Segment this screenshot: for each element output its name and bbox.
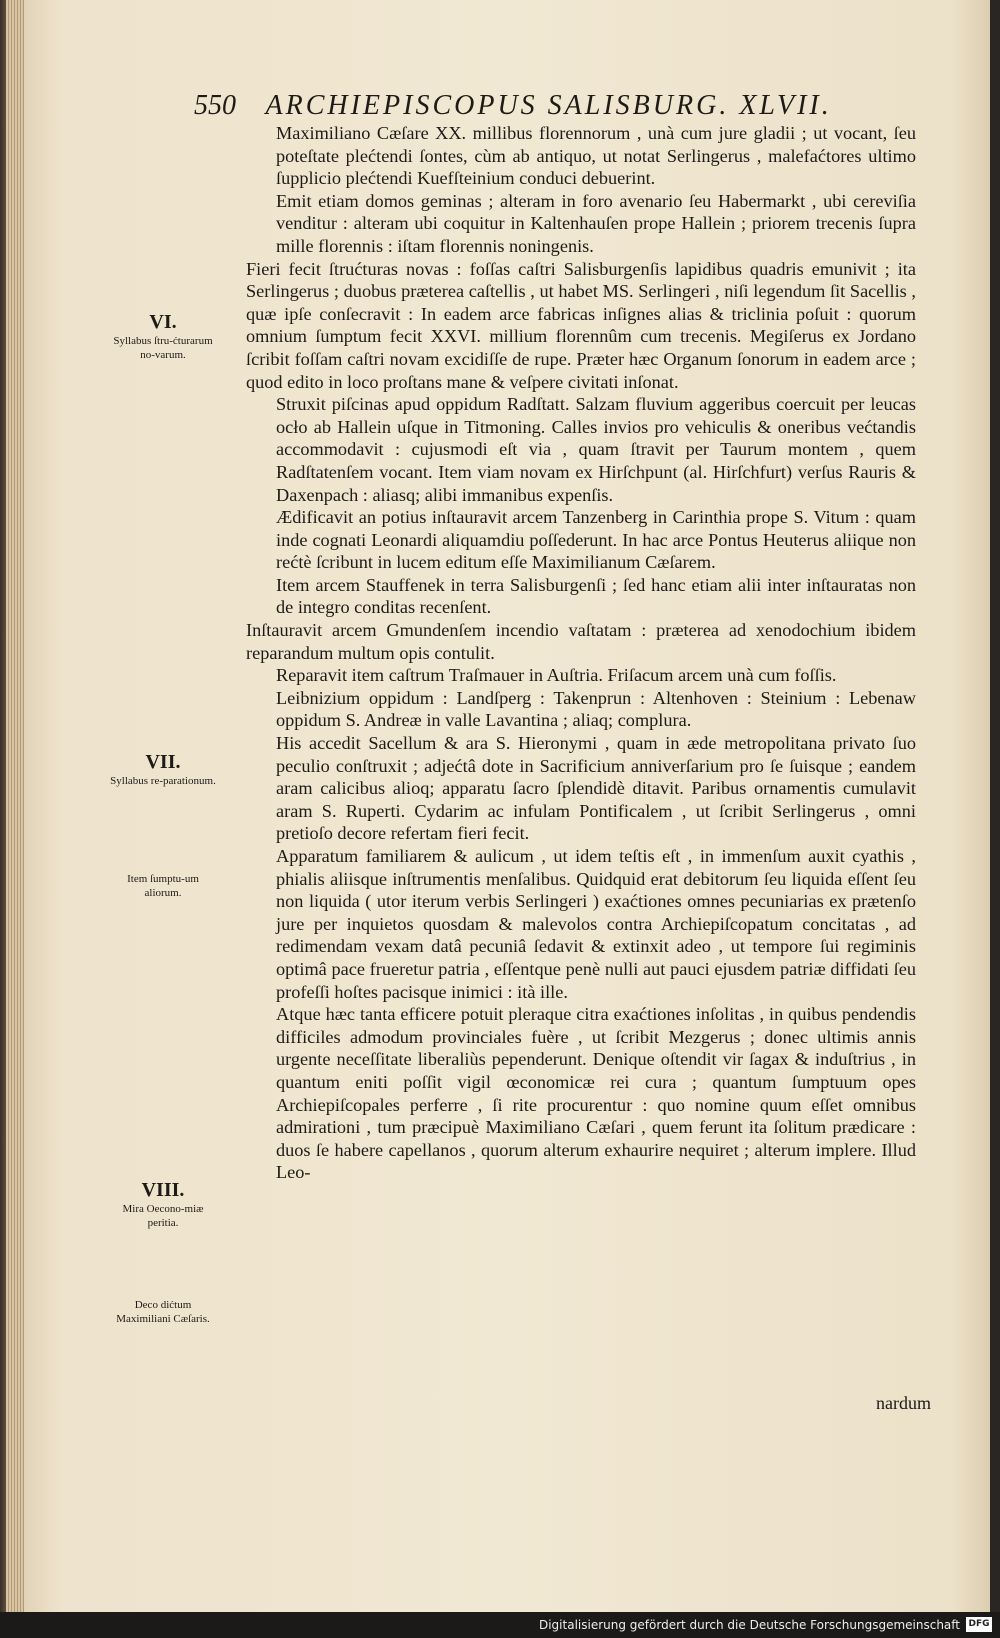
footer-credit: Digitalisierung gefördert durch die Deutsche Forschungsgemeinschaft [538, 1618, 960, 1632]
margin-note-5 [108, 1298, 218, 1326]
margin-note-text: Item ſumptu-um aliorum. [127, 873, 199, 899]
body-text [246, 122, 916, 1184]
margin-note-roman: VII. [145, 751, 181, 773]
dfg-logo: DFG [966, 1617, 992, 1632]
paragraph: Inſtauravit arcem Gmundenſem incendio vaſtatam : præterea ad xenodochium ibidem reparandum multum opis contulit. [246, 620, 916, 663]
margin-note-roman: VI. [149, 311, 177, 333]
book-page [24, 0, 990, 1612]
paragraph: His accedit Sacellum & ara S. Hieronymi , quam in æde metropolitana privato ſuo peculio conſtruxit ; adjećtâ dote in Sacrificium anniverſarium pro ſe ſuisque ; eandem aram calicibus alioq; apparatu ſacro ſplendidè ditavit. Paribus ornamentis cumulavit aram S. Ruperti. Cydarim ac infulam Pontificalem , ut ſcribit Serlingerus , omni pretioſo decore refertam fieri fecit. [276, 733, 916, 844]
margin-note-3 [108, 872, 218, 900]
margin-note-2 [108, 750, 218, 788]
digitization-footer [0, 1612, 1000, 1638]
margin-note-roman: VIII. [141, 1179, 185, 1201]
paragraph: Emit etiam domos geminas ; alteram in foro avenario ſeu Habermarkt , ubi cereviſia venditur : alteram ubi coquitur in Kaltenhauſen prope Hallein ; priorem trecenis ſupra mille florennis : iſtam florennis noningenis. [276, 190, 916, 256]
margin-note-text: Deco dićtum Maximiliani Cæſaris. [116, 1299, 210, 1325]
catchword: nardum [876, 1393, 931, 1413]
margin-note-1 [108, 310, 218, 362]
page-number: 550 [194, 90, 236, 121]
paragraph: Leibnizium oppidum : Landſperg : Takenprun : Altenhoven : Steinium : Lebenaw oppidum S. Andreæ in valle Lavantina ; aliaq; complura. [276, 687, 916, 731]
margin-note-text: Syllabus ſtru-ćturarum no-varum. [113, 335, 213, 361]
paragraph: Reparavit item caſtrum Traſmauer in Auſtria. Friſacum arcem unà cum foſſis. [276, 665, 837, 686]
paragraph: Maximiliano Cæſare XX. millibus florennorum , unà cum jure gladii ; ut vocant, ſeu poteſtate plećtendi ſontes, cùm ab antiquo, ut notat Serlingerus , malefaćtores ultimo ſupplicio plećtendi Kuefſteinium conduci debuerint. [276, 123, 916, 189]
paragraph: Ædificavit an potius inſtauravit arcem Tanzenberg in Carinthia prope S. Vitum : quam inde cognati Leonardi aliquamdiu poſſederunt. In hac arce Pontus Heuterus aliique non rećtè ſcribunt in lucem editum eſſe Maximilianum Cæſarem. [276, 507, 916, 573]
running-header [194, 90, 832, 122]
paragraph: Item arcem Stauffenek in terra Salisburgenſi ; ſed hanc etiam alii inter inſtauratas non de integro conditas recenſent. [276, 574, 916, 618]
margin-note-text: Mira Oecono-miæ peritia. [122, 1203, 204, 1229]
margin-note-text: Syllabus re-parationum. [110, 775, 216, 787]
paragraph: Struxit piſcinas apud oppidum Radſtatt. Salzam fluvium aggeribus coercuit per leucas ocło ab Hallein uſque in Titmoning. Calles invios pro vehiculis & oneribus većtandis accommodavit : cujusmodi eſt via , quam ſtravit per Taurum montem , quem Radſtatenſem vocant. Item viam novam ex Hirſchpunt (al. Hirſchfurt) verſus Rauris & Daxenpach : aliasq; alibi immanibus expenſis. [276, 394, 916, 505]
running-head-title: ARCHIEPISCOPUS SALISBURG. XLVII. [265, 90, 832, 121]
margin-note-4 [108, 1178, 218, 1230]
paragraph: Atque hæc tanta efficere potuit pleraque citra exaćtiones inſolitas , in quibus pendendis difficiles admodum provinciales fuère , ut ſcribit Mezgerus ; donec ultimis annis urgente neceſſitate liberaliùs pependerunt. Denique oſtendit vir ſagax & induſtrius , in quantum eniti poſſit vigil œconomicæ rei cura ; quantum ſumptuum opes Archiepiſcopales perferre , ſi rite procurentur : quo nomine quum eſſet omnibus admirationi , tum præcipuè Maximiliano Cæſari , quem ferunt ita ſolitum prædicare : duos ſe habere capellanos , quorum alterum exhaurire nequiret ; alterum implere. Illud Leo- [276, 1004, 916, 1183]
paragraph: Apparatum familiarem & aulicum , ut idem teſtis eſt , in immenſum auxit cyathis , phialis aliisque inſtrumentis menſalibus. Quidquid erat debitorum ſeu liquida eſſent ſeu non liquida ( utor iterum verbis Serlingeri ) exaćtiones omnes pecuniarias ex prætenſo jure per inquietos quosdam & malevolos contra Archiepiſcopatum concitatas , ad redimendam vexam datâ pecuniâ ſedavit & extinxit adeo , ut tempore ſui regiminis optimâ pace frueretur patria , eſſentque penè nulli aut pauci ejusdem patriæ diffidati ſeu profeſſi hoſtes pacisque inimici : ità ille. [276, 846, 916, 1002]
paragraph: Fieri fecit ſtrućturas novas : foſſas caſtri Salisburgenſis lapidibus quadris emunivit ; ita Serlingerus ; duobus præterea caſtellis , ut habet MS. Serlingeri , niſi legendum ſit Sacellis , quæ ipſe conſecravit : In eadem arce fabricas inſignes alias & triclinia poſuit : quorum omnium ſumptum fecit XXVI. millium florennûm cum trecenis. Megiſerus ex Jordano ſcribit foſſam caſtri novam excidiſſe de rupe. Præter hæc Organum ſonorum in eadem arce ; quod edito in loco proſtans mane & veſpere civitati inſonat. [246, 258, 916, 392]
